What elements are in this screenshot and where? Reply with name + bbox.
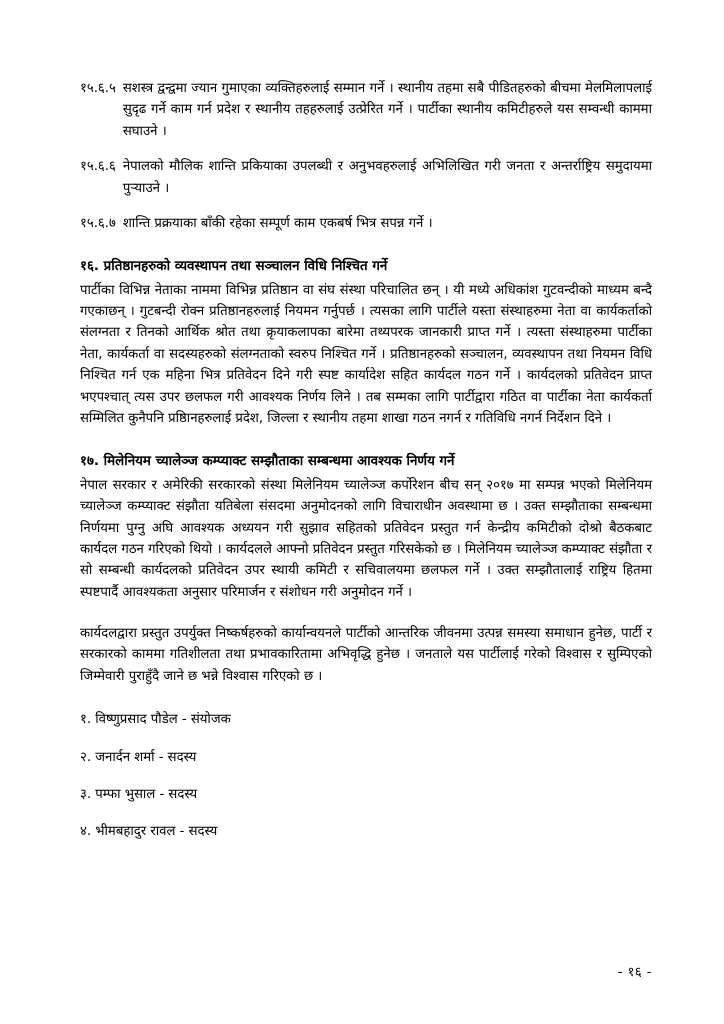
clause-item: [80, 78, 652, 142]
list-item: १. विष्णुप्रसाद पौडेल - संयोजक: [80, 712, 231, 728]
clause-text: सशस्त्र द्वन्द्वमा ज्यान गुमाएका व्यक्तिहरुलाई सम्मान गर्ने । स्थानीय तहमा सबै पीडितहरुको बीचमा मेलमिलापलाई सुदृढ गर्ने काम गर्न प्रदेश र स्थानीय तहहरुलाई उत्प्रेरित गर्ने । पार्टीका स्थानीय कमिटीहरुले यस सम्वन्धी काममा सघाउने ।: [122, 81, 652, 139]
clause-list: [80, 78, 652, 234]
clause-number: १५.६.६: [80, 159, 116, 175]
clause-text: नेपालको मौलिक शान्ति प्रकियाका उपलब्धी र अनुभवहरुलाई अभिलिखित गरी जनता र अन्तर्राष्ट्रिय समुदायमा पुऱ्याउने ।: [122, 159, 652, 196]
list-item: २. जनार्दन शर्मा - सदस्य: [80, 749, 197, 765]
section-17: [80, 451, 652, 603]
clause-text: शान्ति प्रक्रयाका बाँकी रहेका सम्पूर्ण काम एकबर्ष भित्र सपन्न गर्ने ।: [122, 215, 433, 231]
section-17-heading: १७. मिलेनियम च्यालेञ्ज कम्प्याक्ट सम्झौताका सम्बन्धमा आवश्यक निर्णय गर्ने: [80, 454, 455, 470]
section-16: [80, 256, 652, 429]
section-16-heading: १६. प्रतिष्ठानहरुको व्यवस्थापन तथा सञ्चालन विधि निश्चित गर्ने: [80, 259, 388, 275]
page-number: - १६ -: [617, 965, 652, 980]
closing-paragraph: कार्यदलद्वारा प्रस्तुत उपर्युक्त निष्कर्षहरुको कार्यान्वयनले पार्टीको आन्तरिक जीवनमा उत्पन्न समस्या समाधान हुनेछ, पार्टी र सरकारको काममा गतिशीलता तथा प्रभावकारितामा अभिवृद्धि हुनेछ । जनताले यस पार्टीलाई गरेको विश्वास र सुम्पिएको जिम्मेवारी पुराहुँदै जाने छ भन्ने विश्वास गरिएको छ ।: [80, 626, 652, 684]
section-16-body: पार्टीका विभिन्न नेताका नाममा विभिन्न प्रतिष्ठान वा संघ संस्था परिचालित छन् । यी मध्ये अधिकांश गुटवन्दीको माध्यम बन्दै गएकाछन् । गुटबन्दी रोक्न प्रतिष्ठानहरुलाई नियमन गर्नुपर्छ । त्यसका लागि पार्टीले यस्ता संस्थाहरुमा नेता वा कार्यकर्ताको संलग्नता र तिनको आर्थिक श्रोत तथा क्रृयाकलापका बारेमा तथ्यपरक जानकारी प्राप्त गर्ने । त्यस्ता संस्थाहरुमा पार्टीका नेता, कार्यकर्ता वा सदस्यहरुको संलग्नताको स्वरुप निश्चित गर्ने । प्रतिष्ठानहरुको सञ्चालन, व्यवस्थापन तथा नियमन विधि निश्चित गर्न एक महिना भित्र प्रतिवेदन दिने गरी स्पष्ट कार्यादेश सहित कार्यदल गठन गर्ने । कार्यदलको प्रतिवेदन प्राप्त भएपश्चात् त्यस उपर छलफल गरी आवश्यक निर्णय लिने । तब सम्मका लागि पार्टीद्वारा गठित वा पार्टीका नेता कार्यकर्ता सम्मिलित कुनैपनि प्रष्ठिानहरुलाई प्रदेश, जिल्ला र स्थानीय तहमा शाखा गठन नगर्न र गतिविधि नगर्न निर्देशन दिने ।: [80, 282, 652, 426]
clause-item: [80, 156, 652, 199]
clause-number: १५.६.५: [80, 81, 116, 96]
member-list: [80, 709, 652, 843]
section-17-body: नेपाल सरकार र अमेरिकी सरकारको संस्था मिलेनियम च्यालेञ्ज कर्पोरेशन बीच सन् २०१७ मा सम्पन्न भएको मिलेनियम च्यालेञ्ज कम्प्याक्ट संझौता यतिबेला संसदमा अनुमोदनको लागि विचाराधीन अवस्थामा छ । उक्त सम्झौताका सम्बन्धमा निर्णयमा पुग्नु अघि आवश्यक अध्ययन गरी सुझाव सहितको प्रतिवेदन प्रस्तुत गर्न केन्द्रीय कमिटीको दोश्रो बैठकबाट कार्यदल गठन गरिएको थियो । कार्यदलले आफ्नो प्रतिवेदन प्रस्तुत गरिसकेको छ । मिलेनियम च्यालेञ्ज कम्प्याक्ट संझौता र सो सम्बन्धी कार्यदलको प्रतिवेदन उपर स्थायी कमिटी र सचिवालयमा छलफल गर्ने । उक्त सम्झौतालाई राष्ट्रिय हितमा स्पष्टपार्दै आवश्यकता अनुसार परिमार्जन र संशोधन गरी अनुमोदन गर्ने ।: [80, 477, 652, 600]
clause-number: १५.६.७: [80, 215, 116, 231]
clause-item: [80, 213, 652, 234]
list-item: ३. पम्फा भुसाल - सदस्य: [80, 786, 198, 802]
list-item: ४. भीमबहादुर रावल - सदस्य: [80, 824, 218, 840]
